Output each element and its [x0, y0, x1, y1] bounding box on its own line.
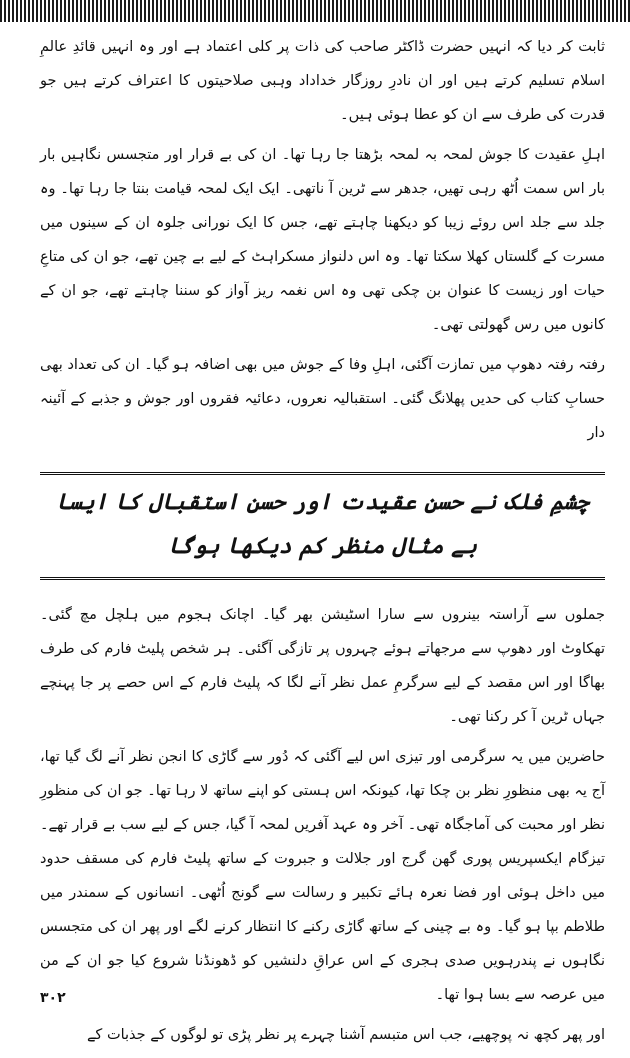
paragraph-2: اہلِ عقیدت کا جوش لمحہ بہ لمحہ بڑھتا جا رہا تھا۔ ان کی بے قرار اور متجسس نگاہیں بار بار اس سمت اُٹھ رہی تھیں، جدھر سے ٹرین آ ناتھی۔ ایک ایک لمحہ قیامت بنتا جا رہا تھا۔ وہ جلد سے جلد اس روئے زیبا کو دیکھنا چاہتے تھے، جس کا ایک نورانی جلوہ ان کے سینوں میں مسرت کے گلستاں کھلا سکتا تھا۔ وہ اس دلنواز مسکراہٹ کے لیے بے چین تھے، جو ان کی متاعِ حیات اور زیست کا عنوان بن چکی تھی وہ اس نغمہ ریز آواز کو سننا چاہتے تھے، جو ان کے کانوں میں رس گھولتی تھی۔ [40, 147, 605, 333]
paragraph-4: جملوں سے آراستہ بینروں سے سارا اسٹیشن بھر گیا۔ اچانک ہجوم میں ہلچل مچ گئی۔ تھکاوٹ اور دھوپ سے مرجھاتے ہوئے چہروں پر تازگی آگئی۔ ہر شخص پلیٹ فارم کی طرف بھاگا اور اس مقصد کے لیے سرگرمِ عمل نظر آنے لگا کہ پلیٹ فارم کے اس حصے پر جا پہنچے جہاں ٹرین آ کر رکنا تھی۔ [40, 607, 605, 725]
headline-box [40, 472, 605, 580]
paragraph-3: رفتہ رفتہ دھوپ میں تمازت آگئی، اہلِ وفا کے جوش میں بھی اضافہ ہو گیا۔ ان کی تعداد بھی حسابِ کتاب کی حدیں پھلانگ گئی۔ استقبالیہ نعروں، دعائیہ فقروں اور جوش و جذبے کے آئینہ دار [40, 357, 605, 441]
document-page [40, 30, 605, 1058]
paragraph-6: اور پھر کچھ نہ پوچھیے، جب اس متبسم آشنا چہرے پر نظر پڑی تو لوگوں کے جذبات کے [86, 1027, 605, 1043]
page-number: ۳۰۲ [40, 990, 66, 1006]
section-headline: چشمِ فلک نے حسنِ عقیدت اور حسنِ استقبال کا ایسا بے مثال منظر کم دیکھا ہوگا [56, 490, 589, 559]
paragraph-1: ثابت کر دیا کہ انہیں حضرت ڈاکٹر صاحب کی ذات پر کلی اعتماد ہے اور وہ انہیں قائدِ عالمِ اسلام تسلیم کرتے ہیں اور ان نادرِ روزگار خداداد وہبی صلاحیتوں کا اعتراف کرتے ہیں جو قدرت کی طرف سے ان کو عطا ہوئی ہیں۔ [40, 39, 605, 123]
page-top-border [0, 0, 630, 22]
paragraph-5: حاضرین میں یہ سرگرمی اور تیزی اس لیے آگئی کہ دُور سے گاڑی کا انجن نظر آنے لگ گیا تھا، آج یہ بھی منظورِ نظر بن چکا تھا، کیونکہ اس ہستی کو اپنے ساتھ لا رہا تھا۔ جو ان کی منظورِ نظر اور محبت کی آماجگاہ تھی۔ آخر وہ عہد آفریں لمحہ آ گیا، جس کے لیے سب بے قرار تھے۔ تیزگام ایکسپریس پوری گھن گرج اور جلالت و جبروت کے ساتھ پلیٹ فارم کی مسقف حدود میں داخل ہوئی اور فضا نعرہ ہائے تکبیر و رسالت سے گونج اُٹھی۔ انسانوں کے سمندر میں طلاطم بپا ہو گیا۔ وہ بے چینی کے ساتھ گاڑی رکنے کا انتظار کرنے لگے اور پھر ان کی متجسس نگاہوں نے پندرہویں صدی ہجری کے اس عراقِ دلنشیں کو ڈھونڈنا شروع کیا جو ان کے من میں عرصہ سے بسا ہوا تھا۔ [40, 749, 605, 1003]
